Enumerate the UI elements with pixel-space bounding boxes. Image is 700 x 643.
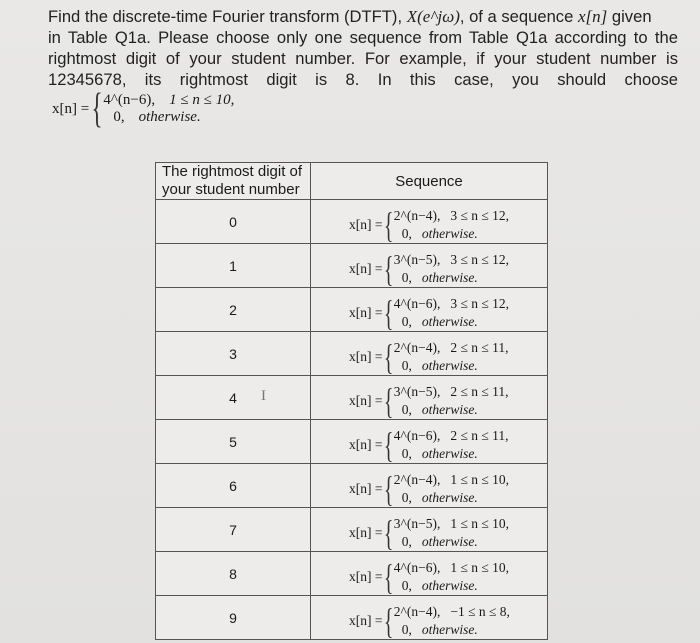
sequence-cell bbox=[311, 244, 548, 288]
digit-cell bbox=[156, 200, 311, 244]
digit-cell bbox=[156, 332, 311, 376]
sequence-expr: 3^(n−5), bbox=[393, 515, 441, 531]
sequence-lhs: x[n] = bbox=[349, 612, 383, 628]
question-line-2: in Table Q1a. Please choose only one sequence from Table Q1a according to the bbox=[48, 28, 678, 47]
digit-cell bbox=[156, 552, 311, 596]
example-case2-expr: 0, bbox=[113, 109, 125, 125]
digit-value: 9 bbox=[229, 609, 237, 626]
sequence-expr: 4^(n−6), bbox=[393, 559, 441, 575]
sequence-zero: 0, bbox=[401, 445, 412, 461]
example-lhs: x[n] = bbox=[52, 100, 90, 117]
sequence-zero: 0, bbox=[401, 313, 412, 329]
sequence-range: 3 ≤ n ≤ 12, bbox=[450, 295, 510, 311]
sequence-otherwise: otherwise. bbox=[421, 401, 478, 417]
digit-value: 1 bbox=[229, 257, 237, 274]
digit-cell bbox=[156, 288, 311, 332]
sequence-zero: 0, bbox=[401, 577, 412, 593]
text-cursor: I bbox=[261, 388, 266, 404]
digit-cell bbox=[156, 464, 311, 508]
sequence-otherwise: otherwise. bbox=[421, 577, 478, 593]
digit-value: 4 bbox=[229, 389, 237, 406]
sequence-lhs: x[n] = bbox=[349, 436, 383, 452]
sequence-expr: 4^(n−6), bbox=[393, 427, 441, 443]
sequence-range: 1 ≤ n ≤ 10, bbox=[450, 515, 510, 531]
table-row bbox=[156, 464, 548, 508]
sequence-lhs: x[n] = bbox=[349, 392, 383, 408]
brace-glyph: { bbox=[91, 86, 103, 132]
sequence-otherwise: otherwise. bbox=[421, 489, 478, 505]
sequence-cell bbox=[311, 288, 548, 332]
sequence-lhs: x[n] = bbox=[349, 216, 383, 232]
table-row bbox=[156, 332, 548, 376]
sequence-range: 2 ≤ n ≤ 11, bbox=[450, 383, 509, 399]
digit-cell bbox=[156, 508, 311, 552]
sequence-otherwise: otherwise. bbox=[421, 621, 478, 637]
example-case1-range: 1 ≤ n ≤ 10, bbox=[169, 92, 235, 108]
table-row bbox=[156, 420, 548, 464]
brace-glyph: { bbox=[384, 204, 394, 245]
digit-cell bbox=[156, 244, 311, 288]
question-line-1: Find the discrete-time Fourier transform (DTFT), X(e^jω), of a sequence x[n] given bbox=[48, 7, 652, 26]
header-digit: The rightmost digit of your student number bbox=[156, 163, 311, 200]
table-row bbox=[156, 244, 548, 288]
brace-glyph: { bbox=[384, 424, 394, 465]
sequence-range: −1 ≤ n ≤ 8, bbox=[450, 603, 510, 619]
sequence-cell bbox=[311, 508, 548, 552]
sequence-lhs: x[n] = bbox=[349, 568, 383, 584]
digit-value: 8 bbox=[229, 565, 237, 582]
table-row bbox=[156, 200, 548, 244]
sequence-expr: 2^(n−4), bbox=[393, 207, 441, 223]
digit-value: 3 bbox=[229, 345, 237, 362]
brace-glyph: { bbox=[384, 468, 394, 509]
sequence-expr: 3^(n−5), bbox=[393, 251, 441, 267]
brace-glyph: { bbox=[384, 512, 394, 553]
sequence-zero: 0, bbox=[401, 401, 412, 417]
sequence-cell bbox=[311, 552, 548, 596]
digit-cell bbox=[156, 596, 311, 640]
question-text bbox=[48, 6, 678, 90]
header-sequence: Sequence bbox=[311, 163, 548, 200]
example-case1-expr: 4^(n−6), bbox=[103, 92, 156, 108]
sequence-expr: 2^(n−4), bbox=[393, 471, 441, 487]
brace-glyph: { bbox=[384, 248, 394, 289]
question-line-4: 12345678, its rightmost digit is 8. In this case, you should choose bbox=[48, 70, 678, 89]
digit-value: 6 bbox=[229, 477, 237, 494]
digit-value: 5 bbox=[229, 433, 237, 450]
table-row bbox=[156, 596, 548, 640]
sequence-lhs: x[n] = bbox=[349, 304, 383, 320]
sequence-otherwise: otherwise. bbox=[421, 313, 478, 329]
sequence-cell bbox=[311, 420, 548, 464]
digit-cell bbox=[156, 376, 311, 420]
example-case2-range: otherwise. bbox=[138, 109, 201, 125]
table-row bbox=[156, 508, 548, 552]
sequence-range: 2 ≤ n ≤ 11, bbox=[450, 339, 509, 355]
sequence-expr: 3^(n−5), bbox=[393, 383, 441, 399]
sequence-zero: 0, bbox=[401, 533, 412, 549]
sequence-zero: 0, bbox=[401, 269, 412, 285]
digit-value: 2 bbox=[229, 301, 237, 318]
digit-cell bbox=[156, 420, 311, 464]
sequence-otherwise: otherwise. bbox=[421, 225, 478, 241]
sequence-symbol: x[n] bbox=[577, 7, 608, 26]
sequence-range: 2 ≤ n ≤ 11, bbox=[450, 427, 509, 443]
sequence-otherwise: otherwise. bbox=[421, 445, 478, 461]
table-body bbox=[156, 200, 548, 640]
sequence-range: 1 ≤ n ≤ 10, bbox=[450, 471, 510, 487]
table-row bbox=[156, 288, 548, 332]
sequence-otherwise: otherwise. bbox=[421, 269, 478, 285]
table-row bbox=[156, 376, 548, 420]
sequence-range: 3 ≤ n ≤ 12, bbox=[450, 207, 510, 223]
sequence-expr: 4^(n−6), bbox=[393, 295, 441, 311]
sequence-cell bbox=[311, 464, 548, 508]
brace-glyph: { bbox=[384, 292, 394, 333]
sequence-range: 1 ≤ n ≤ 10, bbox=[450, 559, 510, 575]
sequence-cell bbox=[311, 376, 548, 420]
digit-value: 0 bbox=[229, 213, 237, 230]
example-sequence bbox=[52, 88, 292, 134]
digit-value: 7 bbox=[229, 521, 237, 538]
sequence-zero: 0, bbox=[401, 489, 412, 505]
brace-glyph: { bbox=[384, 380, 394, 421]
sequence-table bbox=[155, 162, 548, 640]
sequence-lhs: x[n] = bbox=[349, 348, 383, 364]
brace-glyph: { bbox=[384, 556, 394, 597]
sequence-otherwise: otherwise. bbox=[421, 357, 478, 373]
sequence-lhs: x[n] = bbox=[349, 260, 383, 276]
dtft-symbol: X(e^jω) bbox=[406, 7, 460, 26]
sequence-lhs: x[n] = bbox=[349, 480, 383, 496]
sequence-zero: 0, bbox=[401, 225, 412, 241]
sequence-otherwise: otherwise. bbox=[421, 533, 478, 549]
sequence-range: 3 ≤ n ≤ 12, bbox=[450, 251, 510, 267]
sequence-zero: 0, bbox=[401, 621, 412, 637]
sequence-zero: 0, bbox=[401, 357, 412, 373]
brace-glyph: { bbox=[384, 336, 394, 377]
sequence-cell bbox=[311, 200, 548, 244]
sequence-expr: 2^(n−4), bbox=[393, 603, 441, 619]
sequence-cell bbox=[311, 596, 548, 640]
sequence-lhs: x[n] = bbox=[349, 524, 383, 540]
brace-glyph: { bbox=[384, 600, 394, 641]
question-line-3: rightmost digit of your student number. For example, if your student number is bbox=[48, 49, 678, 68]
sequence-expr: 2^(n−4), bbox=[393, 339, 441, 355]
table-row bbox=[156, 552, 548, 596]
sequence-cell bbox=[311, 332, 548, 376]
